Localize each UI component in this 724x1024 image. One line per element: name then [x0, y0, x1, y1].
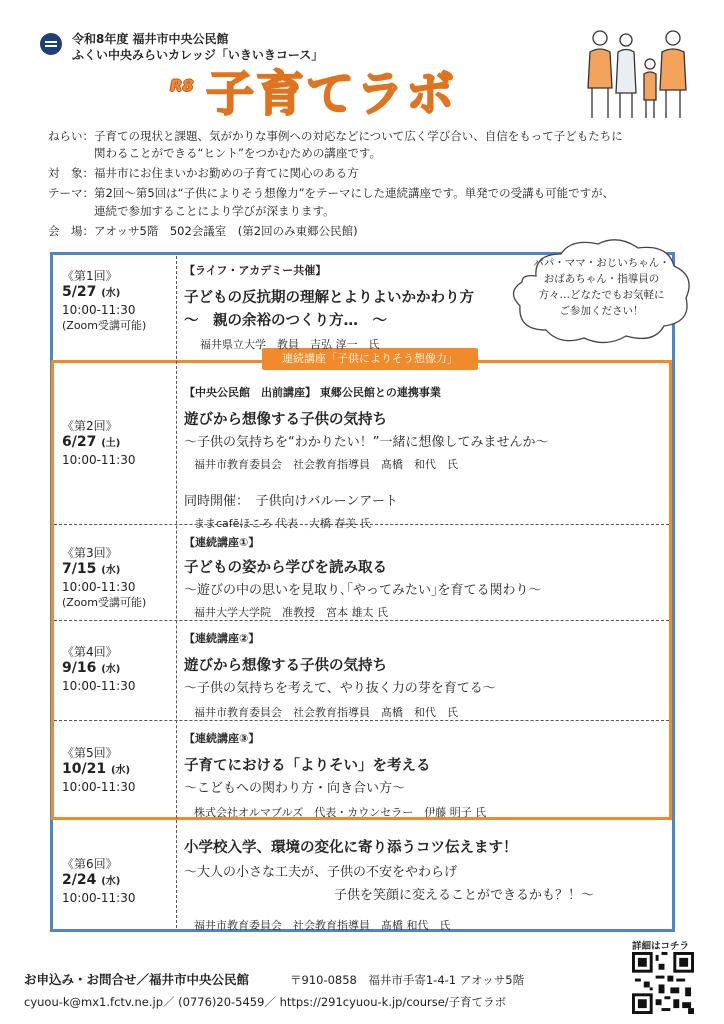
contact-details[interactable]: cyuou-k@mx1.fctv.ne.jp／ (0776)20-5459／ https://291cyuou-k.jp/course/子育てラボ — [24, 995, 507, 1009]
session-5-info: 《第5回》 10/21 (水) 10:00-11:30 — [62, 746, 136, 794]
theme-row — [48, 185, 614, 201]
family-illustration-icon — [578, 18, 698, 128]
target-row — [48, 165, 359, 181]
session-2-info: 《第2回》 6/27 (土) 10:00-11:30 — [62, 419, 136, 467]
session-number: 《第5回》 — [62, 746, 118, 760]
session-tag: 【中央公民館 出前講座】 東郷公民館との連携事業 — [184, 386, 441, 399]
aim-text-1: 子育ての現状と課題、気がかりな事例への対応などについて広く学び合い、自信をもって子どもたちに — [94, 129, 623, 143]
session-time: 10:00-11:30 — [62, 891, 136, 905]
session-speaker: 福井市教育委員会 社会教育指導員 髙橋 和代 氏 — [194, 919, 451, 932]
venue-label: 会 場： — [48, 224, 94, 238]
session-tag: 【連続講座②】 — [184, 632, 260, 645]
session-date: 10/21 — [62, 761, 107, 777]
session-weekday: 水 — [105, 664, 116, 675]
row-divider — [54, 620, 669, 621]
session-time: 10:00-11:30 — [62, 780, 136, 794]
session-number: 《第3回》 — [62, 546, 118, 560]
session-3-details — [184, 534, 542, 620]
session-speaker: 福井大学大学院 准教授 宮本 雄太 氏 — [194, 606, 388, 619]
session-title: 子どもの姿から学びを読み取る — [184, 560, 387, 576]
session-date: 2/24 — [62, 872, 97, 888]
target-label: 対 象： — [48, 166, 94, 180]
session-title: 遊びから想像する子供の気持ち — [184, 412, 387, 428]
city-logo-icon — [40, 33, 62, 55]
contact-address: 〒910-0858 福井市手寄1-4-1 アオッサ5階 — [290, 973, 525, 987]
session-5-details — [184, 730, 486, 820]
session-subtitle: ～遊びの中の思いを見取り､｢やってみたい｣を育てる関わり～ — [184, 583, 542, 598]
session-weekday: 水 — [105, 565, 116, 576]
theme-text-1: 第2回～第5回は“子供によりそう想像力”をテーマにした連続講座です。単発での受講も可能ですが、 — [94, 186, 615, 200]
session-subtitle-2: 子供を笑顔に変えることができるかも？！～ — [334, 888, 595, 903]
session-4-info: 《第4回》 9/16 (水) 10:00-11:30 — [62, 645, 136, 693]
session-subtitle: ～ 親の余裕のつくり方… ～ — [184, 313, 387, 329]
session-number: 《第1回》 — [62, 269, 118, 283]
session-speaker: 福井市教育委員会 社会教育指導員 髙橋 和代 氏 — [194, 706, 458, 719]
cloud-line: ご参加ください！ — [559, 305, 644, 317]
session-weekday: 水 — [105, 876, 116, 887]
cloud-line: おばあちゃん・指導員の — [543, 273, 660, 285]
session-note: (Zoom受講可能) — [62, 596, 147, 609]
session-speaker: 株式会社オルマブルズ 代表・カウンセラー 伊藤 明子 氏 — [194, 806, 487, 819]
session-note: (Zoom受講可能) — [62, 319, 147, 332]
title-prefix: R8 — [170, 76, 194, 95]
aim-label: ねらい： — [48, 129, 94, 143]
course-name: ふくい中央みらいカレッジ「いきいきコース」 — [72, 48, 324, 62]
session-tag: 【連続講座①】 — [184, 536, 260, 549]
session-6-info: 《第6回》 2/24 (水) 10:00-11:30 — [62, 857, 136, 905]
session-title: 小学校入学、環境の変化に寄り添うコツ伝えます！ — [184, 840, 518, 856]
session-time: 10:00-11:30 — [62, 453, 136, 467]
session-number: 《第4回》 — [62, 645, 118, 659]
series-tag: 連続講座「子供によりそう想像力」 — [262, 348, 478, 370]
session-date: 9/16 — [62, 660, 97, 676]
cloud-message — [524, 255, 679, 319]
target-text: 福井市にお住まいかお勤めの子育てに関心のある方 — [94, 166, 359, 180]
session-speaker: 福井市教育委員会 社会教育指導員 髙橋 和代 氏 — [194, 458, 458, 471]
session-time: 10:00-11:30 — [62, 679, 136, 693]
session-1-info: 《第1回》 5/27 (水) 10:00-11:30 (Zoom受講可能) — [62, 269, 147, 332]
session-subtitle: ～大人の小さな工夫が、子供の不安をやわらげ — [184, 865, 458, 880]
venue-text: アオッサ5階 502会議室 (第2回のみ東郷公民館) — [94, 224, 358, 238]
session-extra-speaker: ままcafēほころ 代表 大橋 春美 氏 — [194, 517, 371, 530]
session-weekday: 水 — [115, 765, 126, 776]
session-time: 10:00-11:30 — [62, 580, 136, 594]
session-number: 《第6回》 — [62, 857, 118, 871]
cloud-line: パパ・ママ・おじいちゃん・ — [533, 257, 670, 269]
session-tag: 【ライフ・アカデミー共催】 — [184, 264, 327, 277]
qr-code-icon[interactable] — [632, 952, 694, 1014]
session-subtitle: ～子供の気持ちを考えて、やり抜く力の芽を育てる～ — [184, 681, 496, 696]
session-4-details — [184, 630, 496, 720]
contact-title: お申込み・お問合せ／福井市中央公民館 — [24, 972, 250, 987]
session-title: 遊びから想像する子供の気持ち — [184, 658, 387, 674]
venue-row — [48, 223, 358, 239]
session-title: 子育てにおける「よりそい」を考える — [184, 758, 431, 774]
session-date: 6/27 — [62, 434, 97, 450]
session-1-details — [184, 262, 474, 352]
session-weekday: 土 — [105, 438, 116, 449]
cloud-line: 方々…どなたでもお気軽に — [538, 289, 665, 301]
column-divider — [176, 256, 177, 928]
session-subtitle: ～こどもへの関わり方・向き合い方～ — [184, 781, 406, 796]
session-tag: 【連続講座③】 — [184, 732, 260, 745]
theme-label: テーマ： — [48, 186, 94, 200]
session-speaker: 福井県立大学 教員 吉弘 淳一 氏 — [200, 338, 380, 351]
session-time: 10:00-11:30 — [62, 303, 136, 317]
session-extra-title: 同時開催： 子供向けバルーンアート — [184, 494, 398, 509]
row-divider — [54, 720, 669, 721]
page-title: 子育てラボ — [206, 66, 457, 122]
aim-text-2: 関わることができる“ヒント”をつかむための講座です。 — [94, 146, 381, 160]
organizer-name: 令和8年度 福井市中央公民館 — [72, 32, 229, 46]
session-3-info: 《第3回》 7/15 (水) 10:00-11:30 (Zoom受講可能) — [62, 546, 147, 609]
session-date: 7/15 — [62, 561, 97, 577]
qr-label: 詳細はコチラ — [632, 941, 690, 952]
session-date: 5/27 — [62, 284, 97, 300]
session-6-details — [184, 836, 594, 933]
theme-text-2: 連続で参加することにより学びが深まります。 — [94, 204, 335, 218]
session-number: 《第2回》 — [62, 419, 118, 433]
session-title: 子どもの反抗期の理解とよりよいかかわり方 — [184, 290, 474, 306]
session-weekday: 水 — [105, 288, 116, 299]
aim-row — [48, 128, 623, 144]
session-subtitle: ～子供の気持ちを“わかりたい！”一緒に想像してみませんか～ — [184, 435, 549, 450]
session-2-details — [184, 384, 548, 531]
